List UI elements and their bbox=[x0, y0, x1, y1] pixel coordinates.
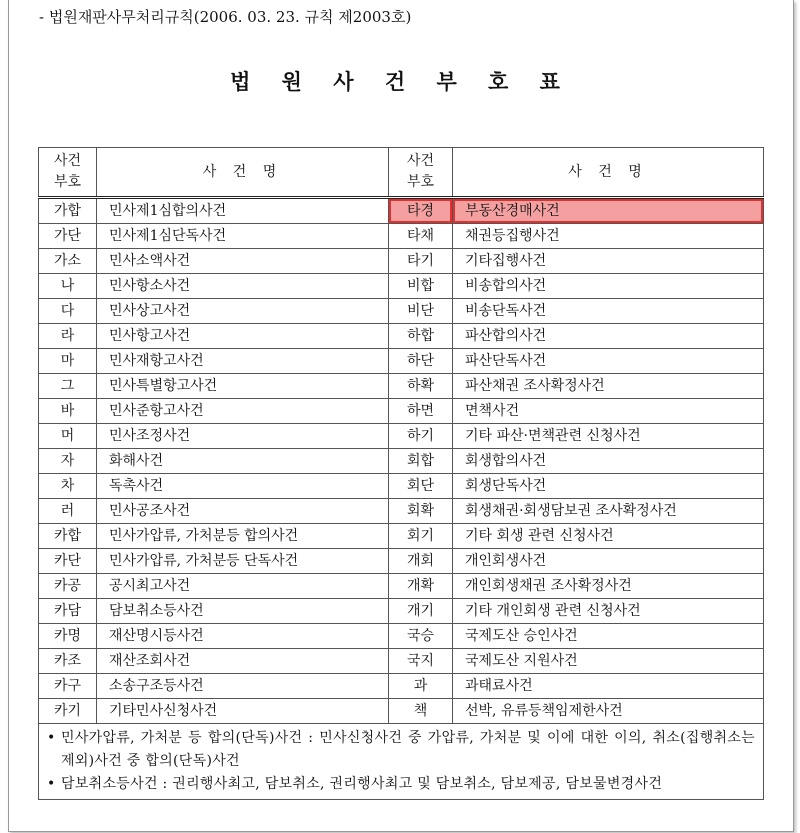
case-code-right: 회단 bbox=[389, 474, 453, 499]
case-name-right: 기타 회생 관련 신청사건 bbox=[453, 524, 764, 549]
case-name-right: 기타집행사건 bbox=[453, 249, 764, 274]
case-name-right: 면책사건 bbox=[453, 399, 764, 424]
case-code-right: 하면 bbox=[389, 399, 453, 424]
table-row bbox=[39, 674, 764, 699]
case-name-right: 채권등집행사건 bbox=[453, 224, 764, 249]
case-name-right: 회생합의사건 bbox=[453, 449, 764, 474]
table-row bbox=[39, 349, 764, 374]
table-row bbox=[39, 624, 764, 649]
case-code-right: 비단 bbox=[389, 299, 453, 324]
source-line: - 법원재판사무처리규칙(2006. 03. 23. 규칙 제2003호) bbox=[39, 8, 412, 26]
table-row bbox=[39, 499, 764, 524]
case-name-left: 재산명시등사건 bbox=[97, 624, 389, 649]
case-code-right: 개기 bbox=[389, 599, 453, 624]
table-row bbox=[39, 374, 764, 399]
table-row bbox=[39, 324, 764, 349]
case-code-right: 타채 bbox=[389, 224, 453, 249]
bullet-icon: • bbox=[47, 730, 56, 746]
case-code-right: 타기 bbox=[389, 249, 453, 274]
table-row bbox=[39, 274, 764, 299]
case-name-right: 기타 개인회생 관련 신청사건 bbox=[453, 599, 764, 624]
table-row bbox=[39, 299, 764, 324]
table-row bbox=[39, 224, 764, 249]
case-code-left: 카조 bbox=[39, 649, 97, 674]
case-name-left: 민사특별항고사건 bbox=[97, 374, 389, 399]
case-code-right: 회합 bbox=[389, 449, 453, 474]
note-text: 담보취소등사건 : 권리행사최고, 담보취소, 권리행사최고 및 담보취소, 담보제공, 담보물변경사건 bbox=[61, 776, 663, 792]
case-code-left: 자 bbox=[39, 449, 97, 474]
case-code-left: 가소 bbox=[39, 249, 97, 274]
case-name-right: 비송합의사건 bbox=[453, 274, 764, 299]
table-row bbox=[39, 599, 764, 624]
case-name-right: 회생단독사건 bbox=[453, 474, 764, 499]
case-name-left: 기타민사신청사건 bbox=[97, 699, 389, 724]
case-name-right: 파산단독사건 bbox=[453, 349, 764, 374]
case-code-left: 머 bbox=[39, 424, 97, 449]
note-item bbox=[47, 727, 755, 773]
case-name-right: 회생채권·회생담보권 조사확정사건 bbox=[453, 499, 764, 524]
case-name-left: 민사항소사건 bbox=[97, 274, 389, 299]
case-code-left: 카기 bbox=[39, 699, 97, 724]
case-code-right: 회기 bbox=[389, 524, 453, 549]
case-name-left: 민사가압류, 가처분등 합의사건 bbox=[97, 524, 389, 549]
case-code-left: 가단 bbox=[39, 224, 97, 249]
case-code-left: 바 bbox=[39, 399, 97, 424]
table-header-row bbox=[39, 148, 764, 198]
note-text: 민사가압류, 가처분 등 합의(단독)사건 : 민사신청사건 중 가압류, 가처분 및 이에 대한 이의, 취소(집행취소는 제외)사건 중 합의(단독)사건 bbox=[61, 730, 755, 769]
case-name-left: 민사재항고사건 bbox=[97, 349, 389, 374]
case-code-left: 카단 bbox=[39, 549, 97, 574]
case-code-left: 차 bbox=[39, 474, 97, 499]
case-code-left: 라 bbox=[39, 324, 97, 349]
case-name-right: 파산채권 조사확정사건 bbox=[453, 374, 764, 399]
case-name-left: 담보취소등사건 bbox=[97, 599, 389, 624]
page-title: 법 원 사 건 부 호 표 bbox=[230, 70, 572, 94]
table-row bbox=[39, 574, 764, 599]
case-code-right: 비합 bbox=[389, 274, 453, 299]
case-code-left: 카공 bbox=[39, 574, 97, 599]
case-name-right: 개인회생채권 조사확정사건 bbox=[453, 574, 764, 599]
table-row bbox=[39, 449, 764, 474]
highlighted-case-code: 타경 bbox=[389, 198, 453, 224]
case-name-right: 국제도산 지원사건 bbox=[453, 649, 764, 674]
case-name-left: 민사제1심단독사건 bbox=[97, 224, 389, 249]
notes-row bbox=[39, 724, 764, 800]
case-code-left: 다 bbox=[39, 299, 97, 324]
case-name-right: 선박, 유류등책임제한사건 bbox=[453, 699, 764, 724]
case-name-left: 민사소액사건 bbox=[97, 249, 389, 274]
case-name-right: 개인회생사건 bbox=[453, 549, 764, 574]
case-code-right: 하확 bbox=[389, 374, 453, 399]
case-code-right: 하합 bbox=[389, 324, 453, 349]
case-code-left: 카담 bbox=[39, 599, 97, 624]
table-row bbox=[39, 249, 764, 274]
case-name-left: 민사가압류, 가처분등 단독사건 bbox=[97, 549, 389, 574]
case-name-right: 과태료사건 bbox=[453, 674, 764, 699]
case-code-left: 카구 bbox=[39, 674, 97, 699]
table-row bbox=[39, 699, 764, 724]
notes-cell bbox=[39, 724, 764, 800]
case-name-left: 공시최고사건 bbox=[97, 574, 389, 599]
case-code-left: 카합 bbox=[39, 524, 97, 549]
case-code-right: 책 bbox=[389, 699, 453, 724]
case-code-right: 하기 bbox=[389, 424, 453, 449]
case-code-right: 과 bbox=[389, 674, 453, 699]
case-name-left: 재산조회사건 bbox=[97, 649, 389, 674]
header-name-left: 사 건 명 bbox=[97, 148, 389, 198]
case-code-right: 개회 bbox=[389, 549, 453, 574]
note-item bbox=[47, 773, 755, 796]
case-name-left: 민사상고사건 bbox=[97, 299, 389, 324]
bullet-icon: • bbox=[47, 776, 56, 792]
case-name-right: 비송단독사건 bbox=[453, 299, 764, 324]
case-code-left: 그 bbox=[39, 374, 97, 399]
case-name-left: 소송구조등사건 bbox=[97, 674, 389, 699]
case-name-right: 기타 파산·면책관련 신청사건 bbox=[453, 424, 764, 449]
table-row bbox=[39, 474, 764, 499]
case-code-right: 개확 bbox=[389, 574, 453, 599]
case-name-left: 민사조정사건 bbox=[97, 424, 389, 449]
document-page bbox=[8, 0, 794, 832]
table-row bbox=[39, 424, 764, 449]
table-row bbox=[39, 524, 764, 549]
case-code-right: 국지 bbox=[389, 649, 453, 674]
case-code-right: 국승 bbox=[389, 624, 453, 649]
header-code-right: 사건 부호 bbox=[389, 148, 453, 198]
case-name-left: 독촉사건 bbox=[97, 474, 389, 499]
header-code-left: 사건 부호 bbox=[39, 148, 97, 198]
table-row bbox=[39, 399, 764, 424]
header-name-right: 사 건 명 bbox=[453, 148, 764, 198]
case-code-left: 러 bbox=[39, 499, 97, 524]
case-code-left: 마 bbox=[39, 349, 97, 374]
case-name-right: 파산합의사건 bbox=[453, 324, 764, 349]
case-name-left: 민사제1심합의사건 bbox=[97, 198, 389, 224]
case-code-left: 가합 bbox=[39, 198, 97, 224]
case-name-left: 화해사건 bbox=[97, 449, 389, 474]
case-name-left: 민사준항고사건 bbox=[97, 399, 389, 424]
case-name-left: 민사항고사건 bbox=[97, 324, 389, 349]
table-row bbox=[39, 649, 764, 674]
table-row bbox=[39, 549, 764, 574]
highlighted-case-name: 부동산경매사건 bbox=[453, 198, 764, 224]
case-name-right: 국제도산 승인사건 bbox=[453, 624, 764, 649]
case-name-left: 민사공조사건 bbox=[97, 499, 389, 524]
case-code-right: 회확 bbox=[389, 499, 453, 524]
case-code-left: 카명 bbox=[39, 624, 97, 649]
case-code-right: 하단 bbox=[389, 349, 453, 374]
case-code-left: 나 bbox=[39, 274, 97, 299]
case-code-table bbox=[38, 147, 764, 800]
table-row bbox=[39, 198, 764, 224]
